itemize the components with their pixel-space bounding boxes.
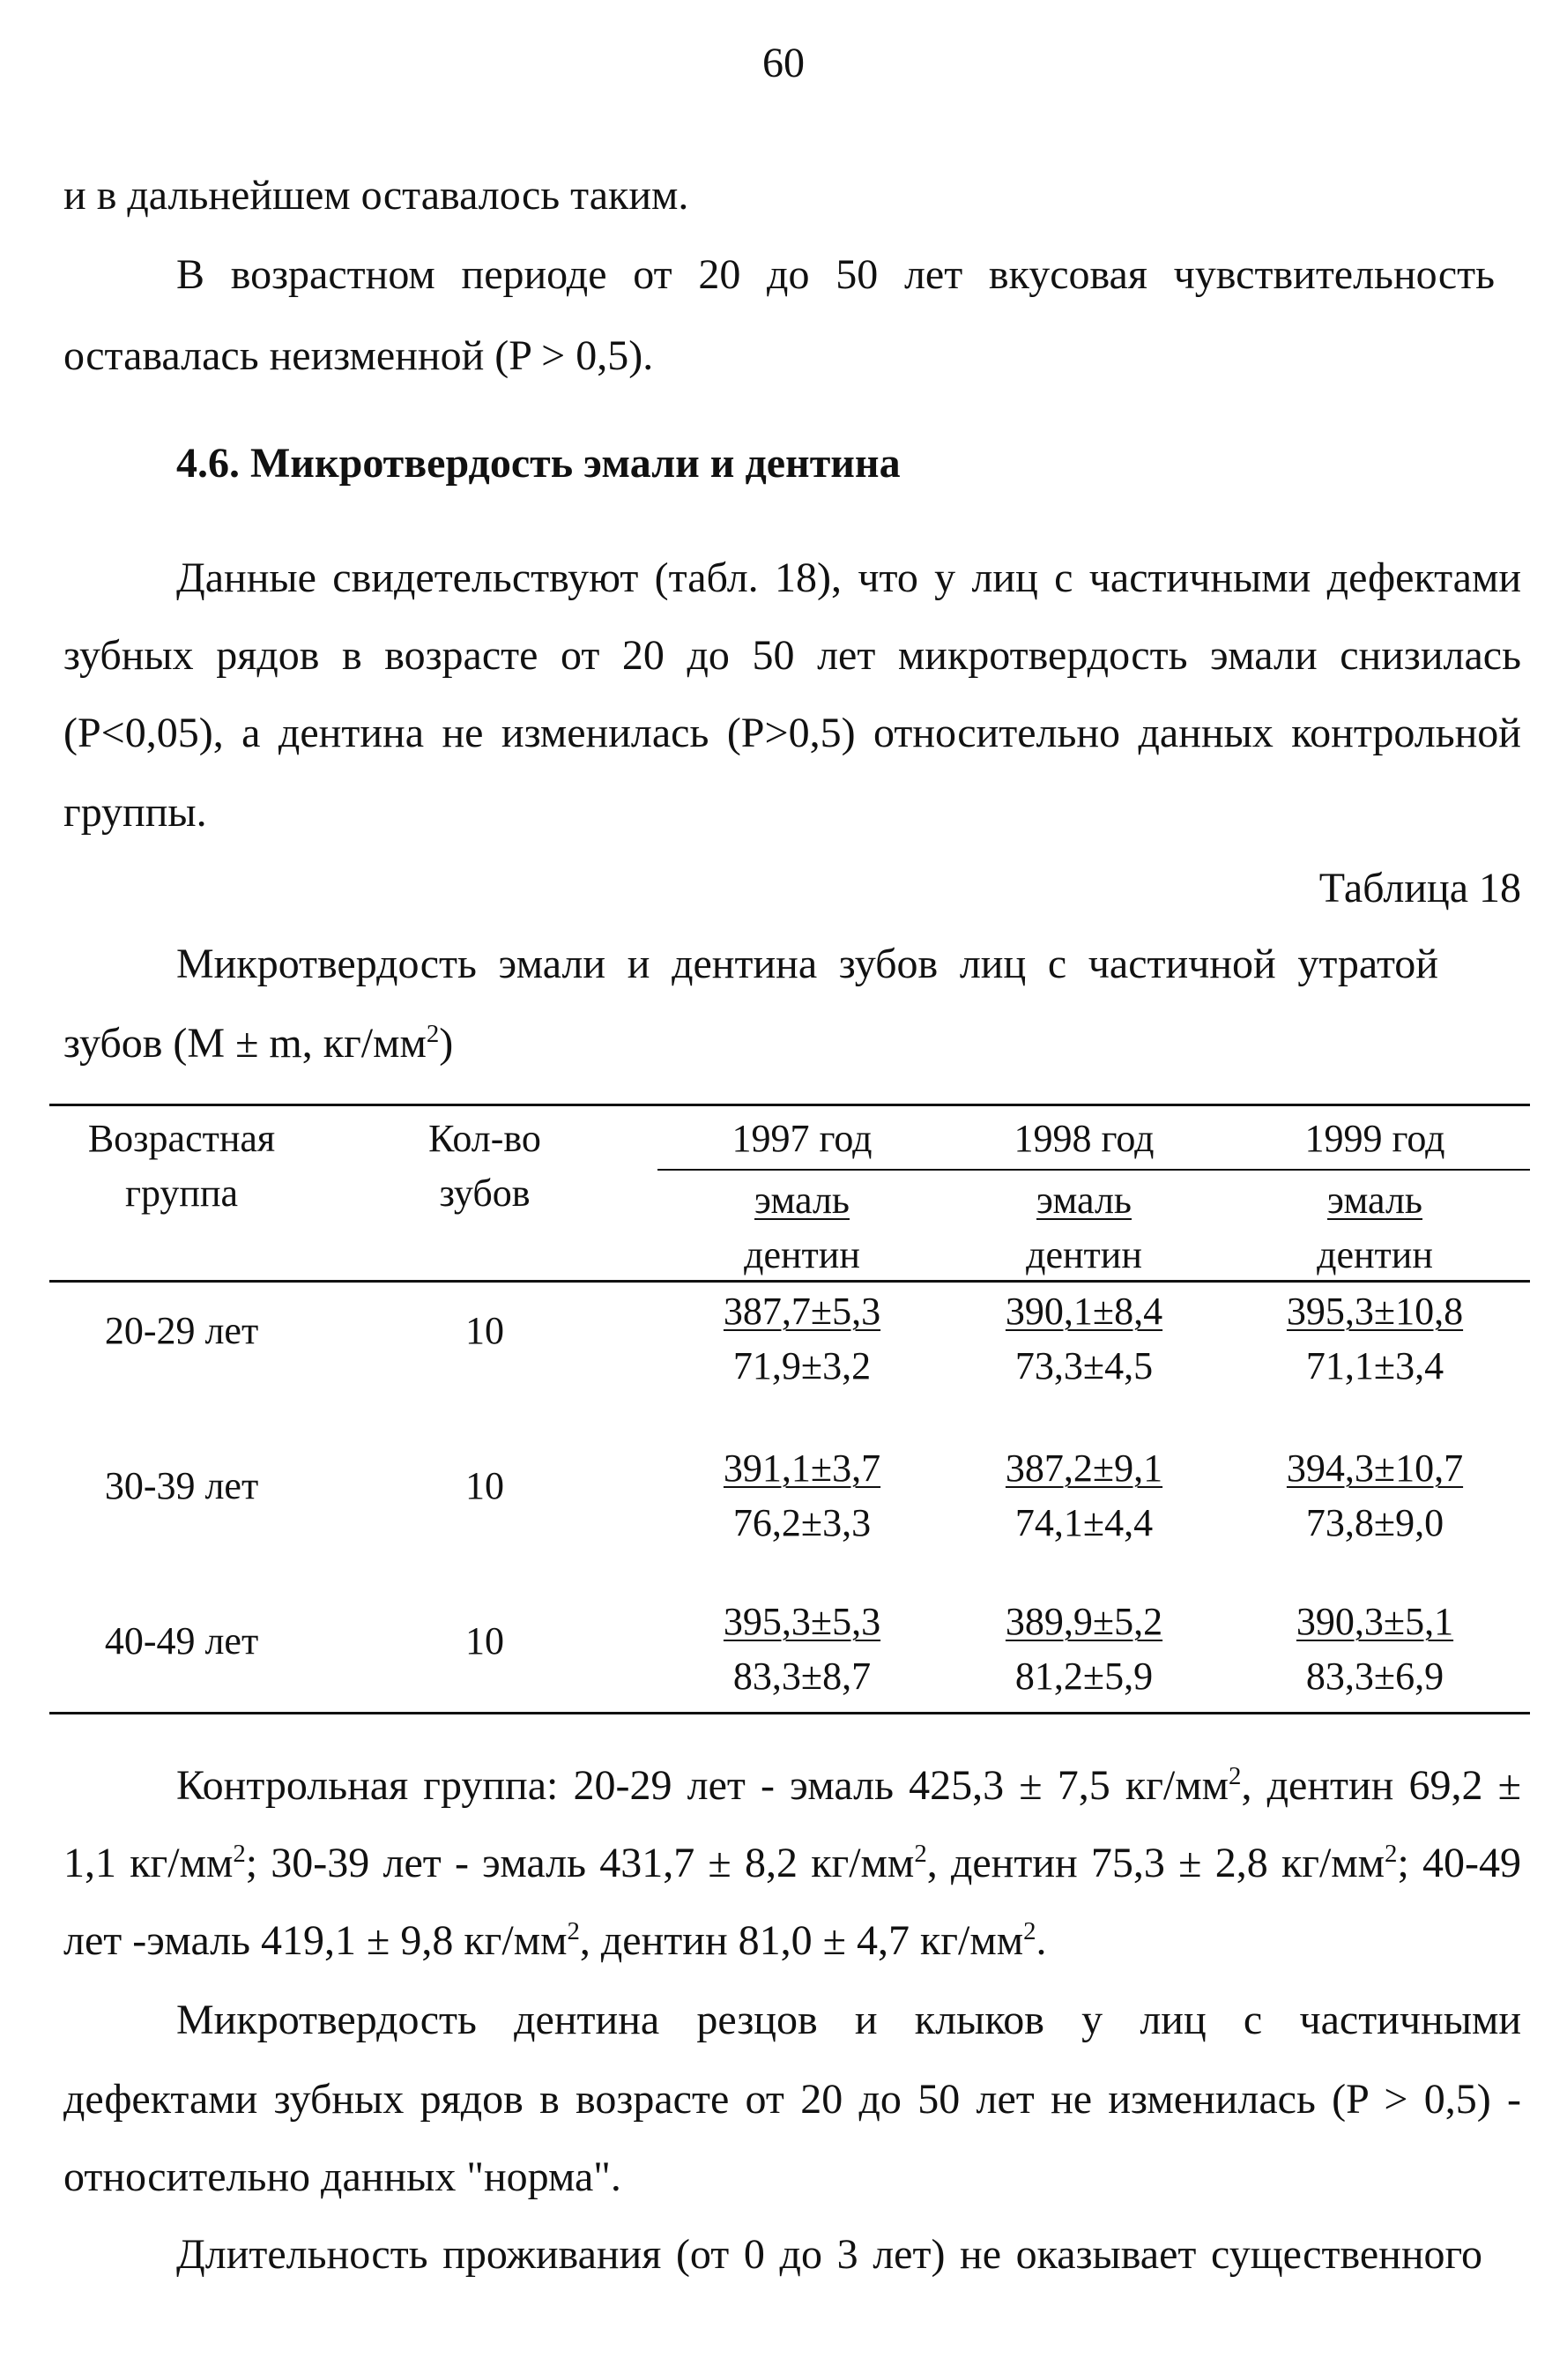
dentin-value: 83,3±8,7: [732, 1655, 872, 1698]
enamel-value: 390,1±8,4: [1005, 1290, 1163, 1333]
subheader-enamel: эмаль: [1036, 1179, 1132, 1222]
header-year-1997: 1997 год: [732, 1117, 873, 1160]
control-text: , дентин 81,0 ± 4,7 кг/мм: [579, 1917, 1024, 1964]
paragraph-line: дефектами зубных рядов в возрасте от 20 до 50 лет не изменилась (P > 0,5) -: [63, 2076, 1521, 2123]
paragraph-line: Данные свидетельствуют (табл. 18), что у лиц с частичными дефектами: [176, 554, 1521, 601]
page-number: 60: [762, 40, 805, 86]
header-sub-rule: [657, 1169, 1530, 1171]
control-text: ; 40-49: [1397, 1840, 1521, 1886]
superscript: 2: [1385, 1840, 1398, 1868]
row-1998: [952, 1600, 1216, 1698]
paragraph-line: (P<0,05), а дентина не изменилась (P>0,5) относительно данных контрольной: [63, 710, 1521, 756]
enamel-value: 387,7±5,3: [723, 1290, 881, 1333]
row-1999: [1243, 1600, 1507, 1698]
paragraph-continuation: и в дальнейшем оставалось таким.: [63, 172, 689, 219]
row-1997: [670, 1449, 934, 1543]
paragraph-line: оставалась неизменной (P > 0,5).: [63, 332, 654, 379]
header-count-line1: Кол-во: [428, 1117, 541, 1160]
row-group: 40-49 лет: [104, 1619, 259, 1662]
dentin-value: 83,3±6,9: [1305, 1655, 1444, 1698]
table-caption-line: Микротвердость эмали и дентина зубов лиц с частичной утратой: [176, 941, 1438, 987]
control-text: , дентин 75,3 ± 2,8 кг/мм: [926, 1840, 1385, 1886]
row-1999: [1243, 1449, 1507, 1543]
dentin-value: 74,1±4,4: [1014, 1501, 1154, 1544]
dentin-value: 71,9±3,2: [732, 1344, 872, 1387]
control-text: ; 30-39 лет - эмаль 431,7 ± 8,2 кг/мм: [245, 1840, 915, 1886]
header-count: [353, 1119, 617, 1213]
enamel-value: 389,9±5,2: [1005, 1600, 1163, 1643]
superscript: 2: [567, 1917, 580, 1945]
table-caption-line: [63, 1020, 454, 1067]
subheader-1999: [1243, 1181, 1507, 1275]
row-1997: [670, 1292, 934, 1386]
superscript: 2: [914, 1840, 927, 1868]
control-line: [176, 1762, 1522, 1809]
header-year-1999: 1999 год: [1304, 1117, 1445, 1160]
table-bottom-rule: [49, 1712, 1530, 1714]
subheader-dentin: дентин: [1026, 1233, 1142, 1276]
control-text: лет -эмаль 419,1 ± 9,8 кг/мм: [63, 1917, 568, 1964]
subheader-dentin: дентин: [1317, 1233, 1433, 1276]
dentin-value: 73,3±4,5: [1014, 1344, 1154, 1387]
dentin-value: 81,2±5,9: [1014, 1655, 1154, 1698]
row-1998: [952, 1292, 1216, 1386]
row-count: 10: [465, 1619, 504, 1662]
paragraph-line: Длительность проживания (от 0 до 3 лет) не оказывает существенного: [176, 2231, 1482, 2278]
row-group: 30-39 лет: [104, 1464, 259, 1507]
enamel-value: 387,2±9,1: [1005, 1447, 1163, 1490]
superscript: 2: [1229, 1762, 1242, 1790]
enamel-value: 394,3±10,7: [1286, 1447, 1464, 1490]
superscript: 2: [233, 1840, 246, 1868]
row-group: 20-29 лет: [104, 1309, 259, 1352]
paragraph-line: группы.: [63, 789, 207, 836]
header-bottom-rule: [49, 1280, 1530, 1283]
paragraph-line: относительно данных "норма".: [63, 2153, 621, 2200]
row-count: 10: [465, 1464, 504, 1507]
paragraph-line: В возрастном периоде от 20 до 50 лет вкусовая чувствительность: [176, 251, 1495, 298]
row-1998: [952, 1449, 1216, 1543]
control-text: , дентин 69,2 ±: [1241, 1762, 1522, 1809]
header-group-line1: Возрастная: [87, 1117, 276, 1160]
enamel-value: 395,3±10,8: [1286, 1290, 1464, 1333]
caption-superscript: 2: [426, 1020, 440, 1048]
section-heading: 4.6. Микротвердость эмали и дентина: [176, 440, 901, 487]
superscript: 2: [1023, 1917, 1036, 1945]
caption-text: зубов (M ± m, кг/мм: [63, 1020, 427, 1067]
header-group-line2: группа: [124, 1171, 239, 1215]
control-line: [63, 1917, 1047, 1964]
control-text: 1,1 кг/мм: [63, 1840, 234, 1886]
subheader-enamel: эмаль: [754, 1179, 850, 1222]
control-text: Контрольная группа: 20-29 лет - эмаль 425,3 ± 7,5 кг/мм: [176, 1762, 1229, 1809]
dentin-value: 71,1±3,4: [1305, 1344, 1444, 1387]
paragraph-line: Микротвердость дентина резцов и клыков у лиц с частичными: [176, 1997, 1521, 2043]
subheader-dentin: дентин: [744, 1233, 860, 1276]
table-label: Таблица 18: [1318, 865, 1521, 911]
row-1999: [1243, 1292, 1507, 1386]
header-group: [49, 1119, 314, 1213]
caption-close: ): [439, 1020, 454, 1067]
dentin-value: 76,2±3,3: [732, 1501, 872, 1544]
subheader-1997: [670, 1181, 934, 1275]
table-top-rule: [49, 1104, 1530, 1106]
enamel-value: 390,3±5,1: [1296, 1600, 1454, 1643]
header-count-line2: зубов: [439, 1171, 531, 1215]
row-count: 10: [465, 1309, 504, 1352]
control-text: .: [1036, 1917, 1047, 1964]
header-year-1998: 1998 год: [1014, 1117, 1155, 1160]
dentin-value: 73,8±9,0: [1305, 1501, 1444, 1544]
row-1997: [670, 1600, 934, 1698]
enamel-value: 395,3±5,3: [723, 1600, 881, 1643]
enamel-value: 391,1±3,7: [723, 1447, 881, 1490]
subheader-1998: [952, 1181, 1216, 1275]
paragraph-line: зубных рядов в возрасте от 20 до 50 лет микротвердость эмали снизилась: [63, 632, 1521, 679]
control-line: [63, 1842, 1521, 1885]
subheader-enamel: эмаль: [1327, 1179, 1422, 1222]
